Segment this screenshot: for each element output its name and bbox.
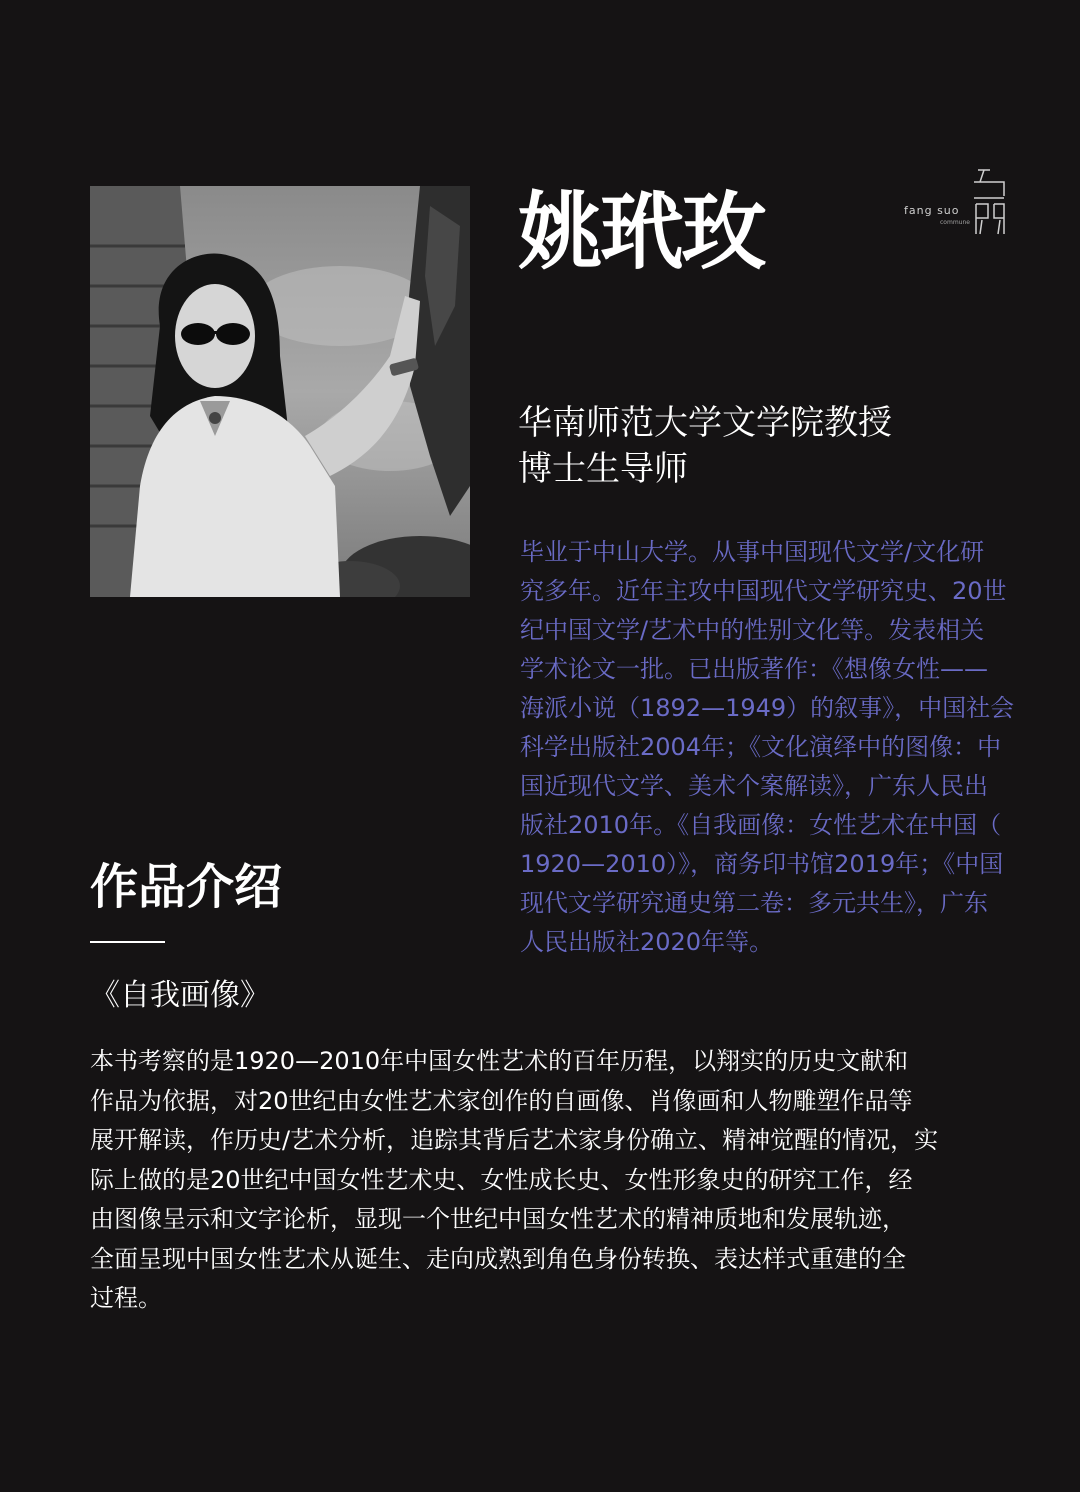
bio-line: 纪中国文学/艺术中的性别文化等。发表相关 bbox=[520, 616, 985, 644]
description-line: 本书考察的是1920—2010年中国女性艺术的百年历程，以翔实的历史文献和 bbox=[90, 1047, 909, 1075]
description-line: 由图像呈示和文字论析，显现一个世纪中国女性艺术的精神质地和发展轨迹， bbox=[90, 1205, 906, 1233]
bio-line: 版社2010年。《自我画像：女性艺术在中国（ bbox=[520, 811, 1002, 839]
logo-text: fang suo bbox=[904, 204, 960, 217]
description-line: 作品为依据，对20世纪由女性艺术家创作的自画像、肖像画和人物雕塑作品等 bbox=[90, 1086, 913, 1115]
description-line: 际上做的是20世纪中国女性艺术史、女性成长史、女性形象史的研究工作，经 bbox=[90, 1165, 913, 1194]
fangsuo-logo bbox=[900, 168, 1012, 240]
book-description bbox=[90, 1042, 1010, 1319]
description-line: 过程。 bbox=[90, 1284, 162, 1312]
description-line: 全面呈现中国女性艺术从诞生、走向成熟到角色身份转换、表达样式重建的全 bbox=[90, 1244, 906, 1273]
bio-line: 科学出版社2004年；《文化演绎中的图像：中 bbox=[520, 733, 1002, 761]
portrait-photo-icon bbox=[90, 186, 470, 597]
heading-divider bbox=[90, 941, 165, 943]
bio-line: 究多年。近年主攻中国现代文学研究史、20世 bbox=[520, 577, 1007, 605]
person-title bbox=[518, 400, 1018, 492]
bio-line: 海派小说（1892—1949）的叙事》，中国社会 bbox=[520, 694, 1015, 722]
title-line: 华南师范大学文学院教授 bbox=[518, 403, 892, 443]
book-title: 《自我画像》 bbox=[90, 978, 270, 1013]
description-line: 展开解读，作历史/艺术分析，追踪其背后艺术家身份确立、精神觉醒的情况，实 bbox=[90, 1126, 939, 1154]
title-line: 博士生导师 bbox=[518, 449, 688, 489]
works-heading: 作品介绍 bbox=[90, 859, 283, 915]
person-bio bbox=[520, 533, 1020, 962]
bio-line: 国近现代文学、美术个案解读》，广东人民出 bbox=[520, 772, 988, 800]
logo-subtext: commune bbox=[940, 219, 970, 226]
bio-line: 现代文学研究通史第二卷：多元共生》，广东 bbox=[520, 889, 988, 917]
fangsuo-logo-icon bbox=[970, 168, 1010, 238]
bio-line: 1920—2010）》，商务印书馆2019年；《中国 bbox=[520, 850, 1004, 878]
person-name: 姚玳玫 bbox=[518, 183, 765, 281]
portrait-photo bbox=[90, 186, 470, 597]
bio-line: 学术论文一批。已出版著作：《想像女性—— bbox=[520, 655, 988, 683]
bio-line: 人民出版社2020年等。 bbox=[520, 928, 774, 956]
bio-line: 毕业于中山大学。从事中国现代文学/文化研 bbox=[520, 538, 985, 566]
